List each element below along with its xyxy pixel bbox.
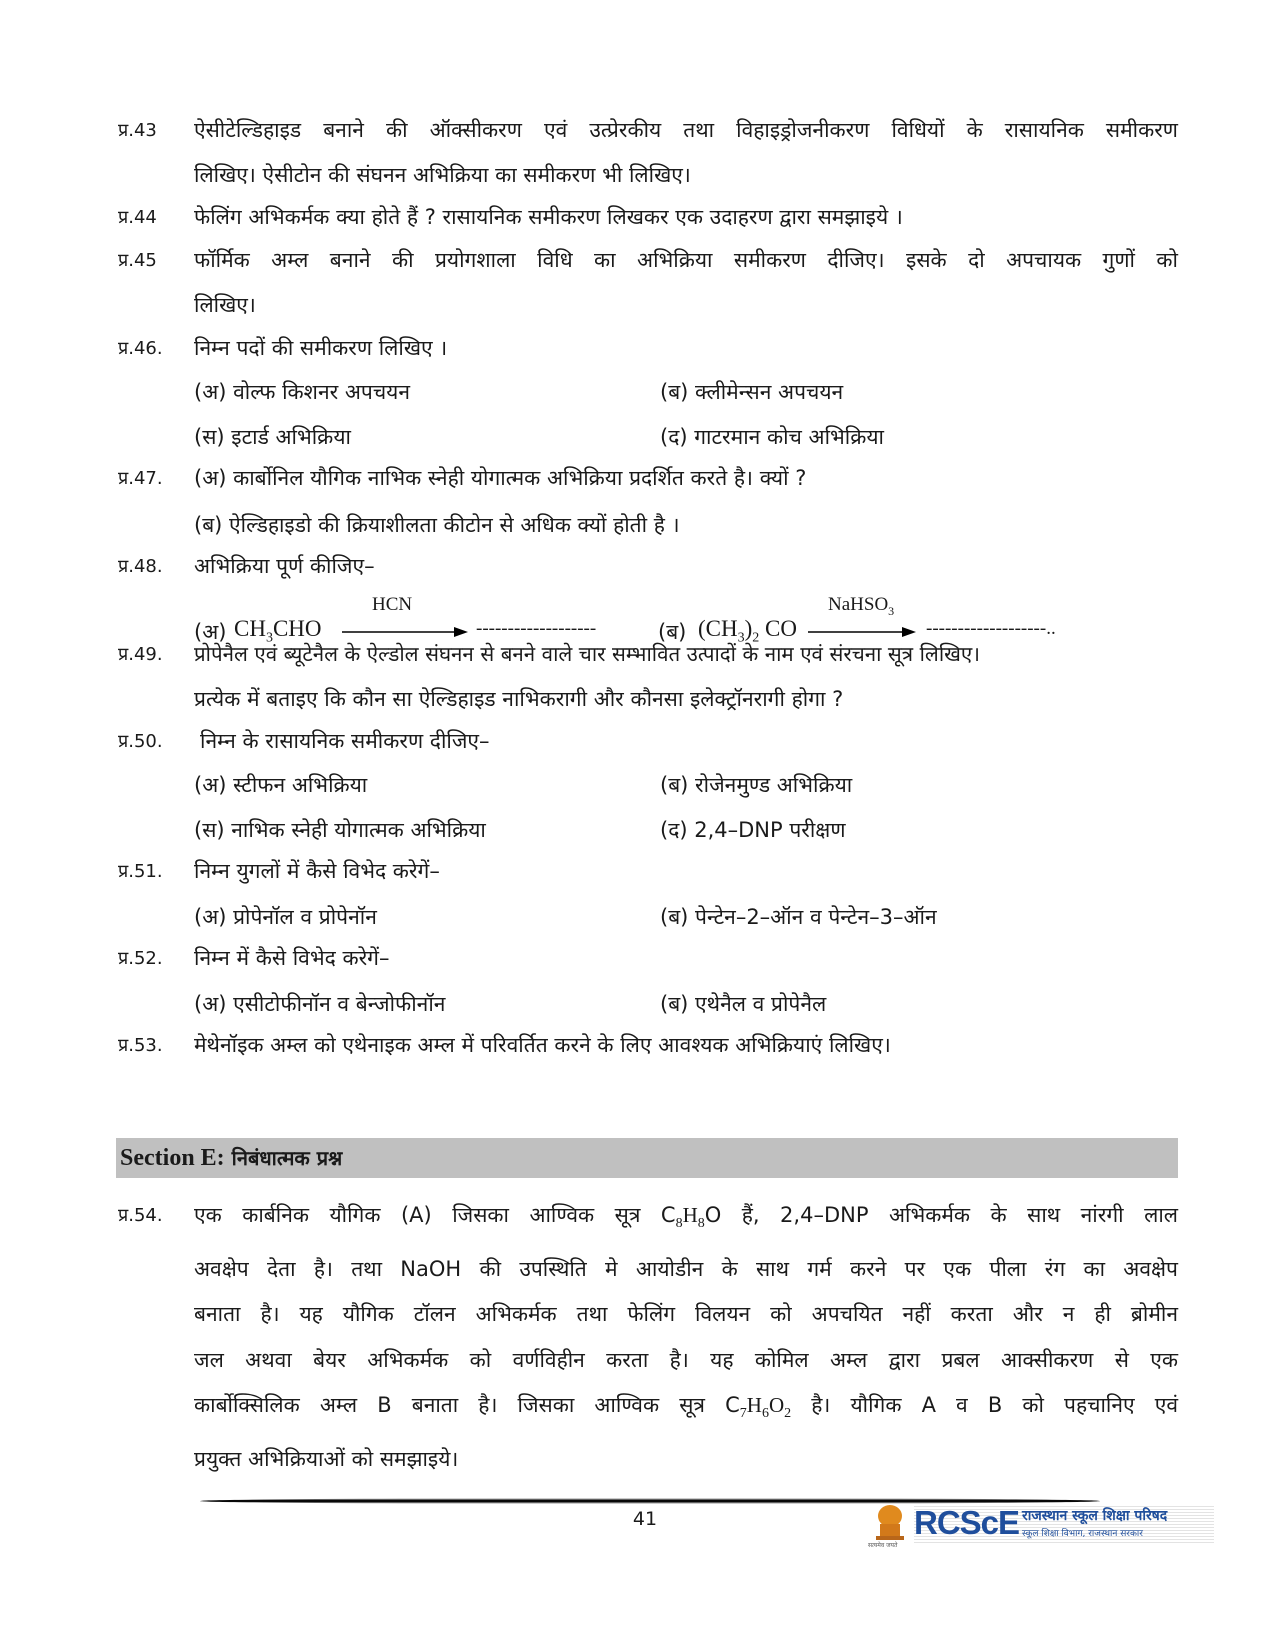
question-number: प्र.46. bbox=[118, 338, 163, 359]
option-b: (ब) रोजेनमुण्ड अभिक्रिया bbox=[660, 773, 853, 797]
option-b: (ब) क्लीमेन्सन अपचयन bbox=[660, 380, 844, 404]
question-number: प्र.48. bbox=[118, 556, 163, 577]
option-a: (अ) वोल्फ किशनर अपचयन bbox=[194, 380, 411, 404]
question-number: प्र.51. bbox=[118, 861, 163, 882]
text-line: प्रयुक्त अभिक्रियाओं को समझाइये। bbox=[194, 1446, 459, 1471]
org-subtitle: स्कूल शिक्षा विभाग, राजस्थान सरकार bbox=[1022, 1529, 1143, 1539]
section-header bbox=[116, 1138, 1178, 1178]
org-name: राजस्थान स्कूल शिक्षा परिषद bbox=[1022, 1508, 1168, 1524]
section-label: Section E: bbox=[120, 1145, 225, 1171]
question-text: निम्न पदों की समीकरण लिखिए । bbox=[194, 336, 448, 360]
reagent: NaHSO$_3$ bbox=[828, 594, 895, 618]
text-line: एक कार्बनिक यौगिक (A) जिसका आण्विक सूत्र $C_8H_8O$ हैं, 2,4–DNP अभिकर्मक के साथ नांरगी लाल bbox=[194, 1203, 1178, 1232]
question-number: प्र.44 bbox=[118, 207, 157, 228]
question-number: प्र.45 bbox=[118, 250, 157, 271]
option-b: (ब) एथेनैल व प्रोपेनैल bbox=[660, 992, 827, 1016]
question-text: अभिक्रिया पूर्ण कीजिए– bbox=[194, 554, 375, 578]
question-text: ऐसीटेल्डिहाइड बनाने की ऑक्सीकरण एवं उत्प्रेरकीय तथा विहाइड्रोजनीकरण विधियों के रासायनिक समीकरण लिखिए। ऐसीटोन की संघनन अभिक्रिया का समीकरण भी लिखिए। bbox=[194, 118, 1178, 187]
text-line: बनाता है। यह यौगिक टॉलन अभिकर्मक तथा फेलिंग विलयन को अपचयित नहीं करता और न ही ब्रोमीन bbox=[194, 1302, 1178, 1327]
emblem-text: सत्यमेव जयते bbox=[868, 1542, 898, 1549]
question-number: प्र.49. bbox=[118, 644, 163, 665]
question-number: प्र.54. bbox=[118, 1205, 163, 1226]
option-a: (अ) एसीटोफीनॉन व बेन्जोफीनॉन bbox=[194, 992, 446, 1016]
question-text bbox=[194, 1193, 1178, 1482]
footer-logo bbox=[870, 1500, 1215, 1552]
question-text-b: (ब) ऐल्डिहाइडो की क्रियाशीलता कीटोन से अधिक क्यों होती है । bbox=[194, 513, 680, 537]
question-number: प्र.53. bbox=[118, 1035, 163, 1056]
question-number: प्र.47. bbox=[118, 468, 163, 489]
logo-mark: RCScE bbox=[914, 1504, 1020, 1541]
text-line: कार्बोक्सिलिक अम्ल B बनाता है। जिसका आण्विक सूत्र $C_7H_6O_2$ है। यौगिक A व B को पहचानिए एवं bbox=[194, 1393, 1178, 1422]
question-text: निम्न युगलों में कैसे विभेद करेगें– bbox=[194, 859, 440, 883]
reaction-label: (ब) bbox=[658, 620, 687, 644]
page-number: 41 bbox=[632, 1508, 658, 1530]
option-b: (ब) पेन्टेन–2–ऑन व पेन्टेन–3–ऑन bbox=[660, 905, 937, 929]
question-text: फेलिंग अभिकर्मक क्या होते हैं ? रासायनिक समीकरण लिखकर एक उदाहरण द्वारा समझाइये । bbox=[194, 205, 903, 229]
product-blank: ------------------- bbox=[476, 618, 597, 639]
product-blank: -------------------.. bbox=[926, 618, 1056, 639]
question-text: निम्न के रासायनिक समीकरण दीजिए– bbox=[200, 729, 490, 753]
question-text: मेथेनॉइक अम्ल को एथेनाइक अम्ल में परिवर्तित करने के लिए आवश्यक अभिक्रियाएं लिखिए। bbox=[194, 1033, 891, 1057]
question-text: फॉर्मिक अम्ल बनाने की प्रयोगशाला विधि का अभिक्रिया समीकरण दीजिए। इसके दो अपचायक गुणों को लिखिए। bbox=[194, 248, 1178, 317]
reactant: $(CH_3)_2$ CO bbox=[698, 616, 797, 646]
option-d: (द) गाटरमान कोच अभिक्रिया bbox=[660, 425, 884, 449]
option-c: (स) इटार्ड अभिक्रिया bbox=[194, 425, 351, 449]
option-c: (स) नाभिक स्नेही योगात्मक अभिक्रिया bbox=[194, 818, 486, 842]
section-title: निबंधात्मक प्रश्न bbox=[231, 1146, 343, 1170]
reagent: HCN bbox=[372, 594, 413, 615]
question-number: प्र.50. bbox=[118, 731, 163, 752]
text-line: अवक्षेप देता है। तथा NaOH की उपस्थिति मे आयोडीन के साथ गर्म करने पर एक पीला रंग का अवक्षेप bbox=[194, 1256, 1178, 1281]
question-text: प्रोपेनैल एवं ब्यूटेनैल के ऐल्डोल संघनन से बनने वाले चार सम्भावित उत्पादों के नाम एवं संरचना सूत्र लिखिए। प्रत्येक में बताइए कि कौन सा ऐल्डिहाइड नाभिकरागी और कौनसा इलेक्ट्रॉनरागी होगा ? bbox=[194, 642, 981, 711]
reactant: $CH_3CHO$ bbox=[234, 616, 322, 646]
option-a: (अ) स्टीफन अभिक्रिया bbox=[194, 773, 368, 797]
question-text-a: (अ) कार्बोनिल यौगिक नाभिक स्नेही योगात्मक अभिक्रिया प्रदर्शित करते है। क्यों ? bbox=[194, 466, 807, 490]
reaction-label: (अ) bbox=[194, 620, 227, 644]
option-a: (अ) प्रोपेनॉल व प्रोपेनॉन bbox=[194, 905, 377, 929]
question-text: निम्न में कैसे विभेद करेगें– bbox=[194, 946, 390, 970]
question-number: प्र.43 bbox=[118, 120, 157, 141]
option-d: (द) 2,4–DNP परीक्षण bbox=[660, 818, 846, 842]
text-line: जल अथवा बेयर अभिकर्मक को वर्णविहीन करता है। यह कोमिल अम्ल द्वारा प्रबल आक्सीकरण से एक bbox=[194, 1347, 1178, 1372]
question-number: प्र.52. bbox=[118, 948, 163, 969]
